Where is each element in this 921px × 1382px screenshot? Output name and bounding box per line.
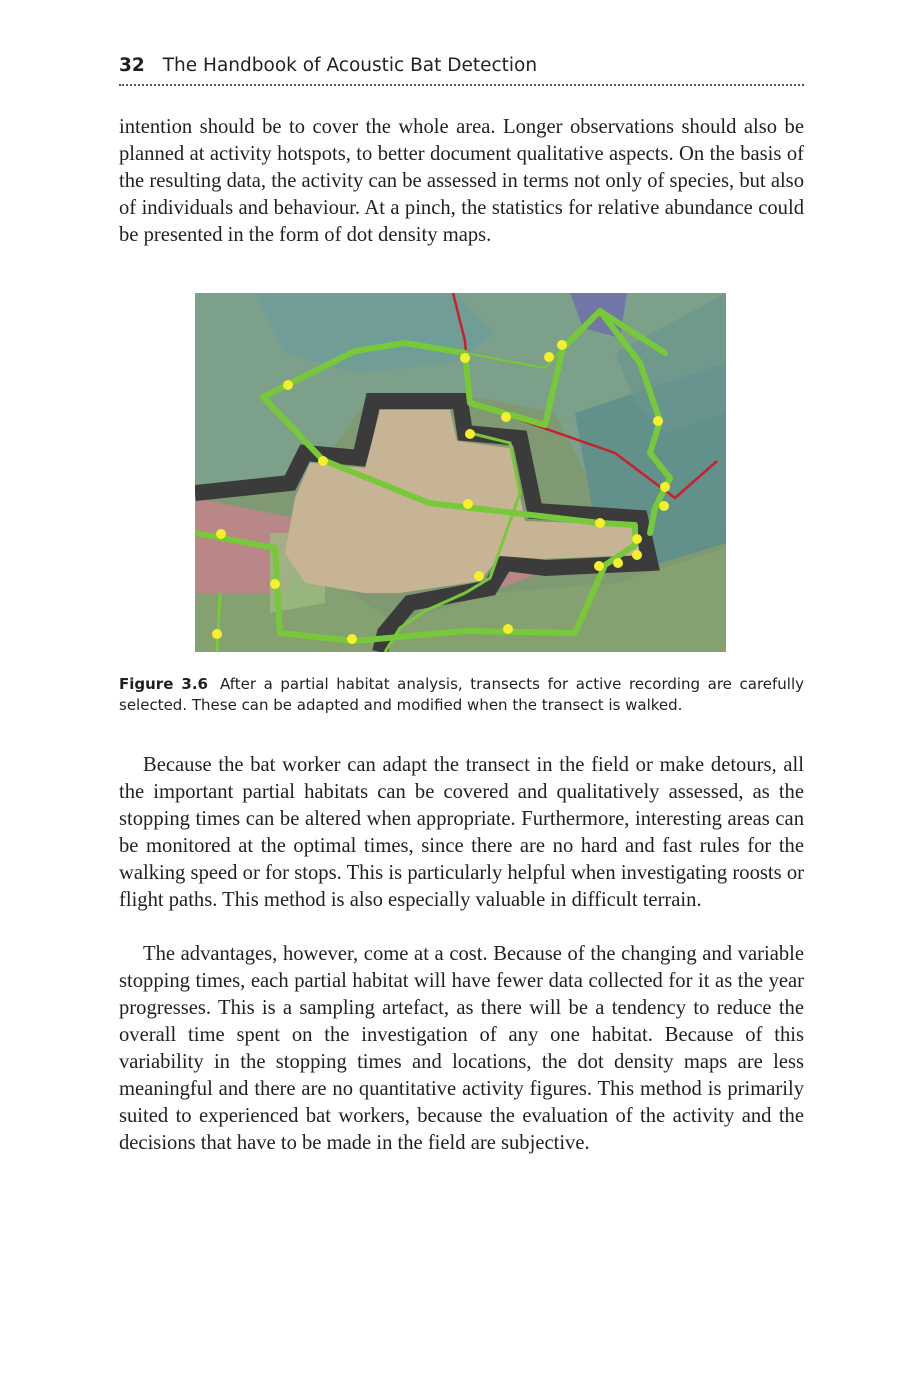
stop-point [283, 380, 293, 390]
stop-point [595, 518, 605, 528]
stop-point [632, 534, 642, 544]
map-illustration [195, 293, 726, 652]
stop-point [660, 482, 670, 492]
header-divider [119, 84, 804, 86]
stop-point [544, 352, 554, 362]
stop-point [632, 550, 642, 560]
stop-point [557, 340, 567, 350]
figure-caption-text: After a partial habitat analysis, transects for active recording are carefully selected. These can be adapted and modified when the transect is walked. [119, 675, 805, 714]
book-title: The Handbook of Acoustic Bat Detection [162, 55, 538, 76]
page-number: 32 [119, 55, 145, 76]
figure-label: Figure 3.6 [119, 675, 208, 693]
stop-point [613, 558, 623, 568]
running-header [119, 54, 804, 78]
stop-point [460, 353, 470, 363]
stop-point [659, 501, 669, 511]
stop-point [594, 561, 604, 571]
stop-point [318, 456, 328, 466]
habitat-transect-map [195, 293, 726, 652]
stop-point [212, 629, 222, 639]
paragraph-intro: intention should be to cover the whole area. Longer observations should also be planned at activity hotspots, to better document qualitative aspects. On the basis of the resulting data, the activity can be assessed in terms not only of species, but also of individuals and behaviour. At a pinch, the statistics for relative abundance could be presented in the form of dot density maps. [119, 116, 804, 246]
stop-point [503, 624, 513, 634]
paragraph-advantages: The advantages, however, come at a cost. Because of the changing and variable stopping times, each partial habitat will have fewer data collected for it as the year progresses. This is a sampling artefact, as there will be a tendency to reduce the overall time spent on the investigation of any one habitat. Because of this variability in the stopping times and locations, the dot density maps are less meaningful and there are no quantitative activity figures. This method is primarily suited to experienced bat workers, because the evaluation of the activity and the decisions that have to be made in the field are subjective. [119, 943, 804, 1154]
stop-point [465, 429, 475, 439]
stop-point [653, 416, 663, 426]
stop-point [216, 529, 226, 539]
stop-point [270, 579, 280, 589]
stop-point [347, 634, 357, 644]
stop-point [463, 499, 473, 509]
figure-caption [119, 674, 804, 716]
stop-point [474, 571, 484, 581]
paragraph-adaptation: Because the bat worker can adapt the transect in the field or make detours, all the important partial habitats can be covered and qualitatively assessed, as the stopping times can be altered when appropriate. Furthermore, interesting areas can be monitored at the optimal times, since there are no hard and fast rules for the walking speed or for stops. This is particularly helpful when investigating roosts or flight paths. This method is also especially valuable in difficult terrain. [119, 754, 804, 911]
stop-point [501, 412, 511, 422]
